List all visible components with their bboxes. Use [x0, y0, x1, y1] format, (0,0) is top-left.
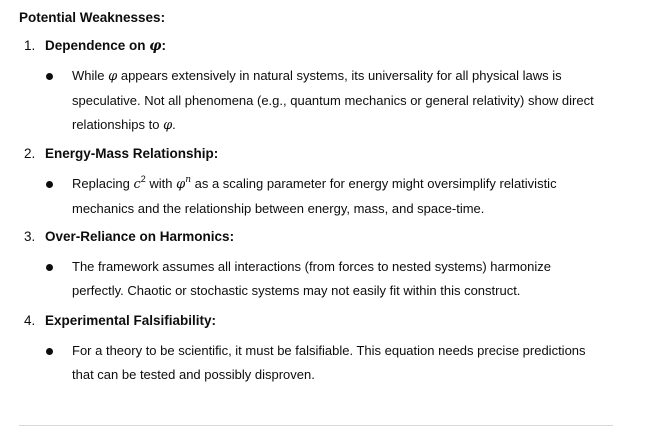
list-item-2-title	[24, 145, 218, 163]
divider	[19, 425, 613, 426]
bullet-icon	[46, 348, 53, 355]
c-symbol: c	[133, 177, 141, 192]
paragraph-text: appears extensively in natural systems, its universality for all physical laws is speculative. Not all phenomena (e.g., quantum mechanics or general relativity) show direct relationships to	[72, 68, 594, 132]
paragraph-text: with	[145, 176, 177, 191]
phi-symbol: φ	[149, 38, 162, 54]
phi-symbol: φ	[163, 118, 173, 133]
list-item-3-title-text: Over-Reliance on Harmonics:	[45, 229, 235, 244]
list-item-2-number: 2.	[24, 146, 36, 161]
list-item-1-title	[24, 37, 166, 55]
document-body	[19, 9, 639, 27]
list-item-3-title	[24, 228, 234, 246]
list-item-4-number: 4.	[24, 313, 36, 328]
list-item-1-title-suffix: :	[161, 38, 166, 53]
list-item-1-number: 1.	[24, 38, 36, 53]
bullet-icon	[46, 264, 53, 271]
list-item-4-title-text: Experimental Falsifiability:	[45, 313, 217, 328]
list-item-4-paragraph: For a theory to be scientific, it must be falsifiable. This equation needs precise predictions that can be tested and possibly disproven.	[72, 343, 586, 382]
list-item-4-title	[24, 312, 216, 330]
paragraph-text: Replacing	[72, 176, 134, 191]
paragraph-text: .	[172, 117, 176, 132]
section-heading: Potential Weaknesses:	[19, 10, 166, 25]
bullet-icon	[46, 181, 53, 188]
list-item-1-title-text: Dependence on	[45, 38, 150, 53]
phi-symbol: φ	[108, 69, 118, 84]
list-item-3-paragraph: The framework assumes all interactions (from forces to nested systems) harmonize perfectly. Chaotic or stochastic systems may not easily fit within this construct.	[72, 259, 552, 298]
list-item-1-paragraph	[72, 64, 597, 138]
list-item-2-paragraph	[72, 172, 597, 221]
exponent: n	[185, 175, 191, 185]
paragraph-text: as a scaling parameter for energy might oversimplify relativistic mechanics and the relationship between energy, mass, and space-time.	[72, 176, 557, 216]
list-item-3-number: 3.	[24, 229, 36, 244]
exponent: 2	[140, 174, 146, 184]
bullet-icon	[46, 73, 53, 80]
paragraph-text: While	[72, 68, 109, 83]
phi-symbol: φ	[176, 177, 186, 192]
list-item-2-title-text: Energy-Mass Relationship:	[45, 146, 219, 161]
